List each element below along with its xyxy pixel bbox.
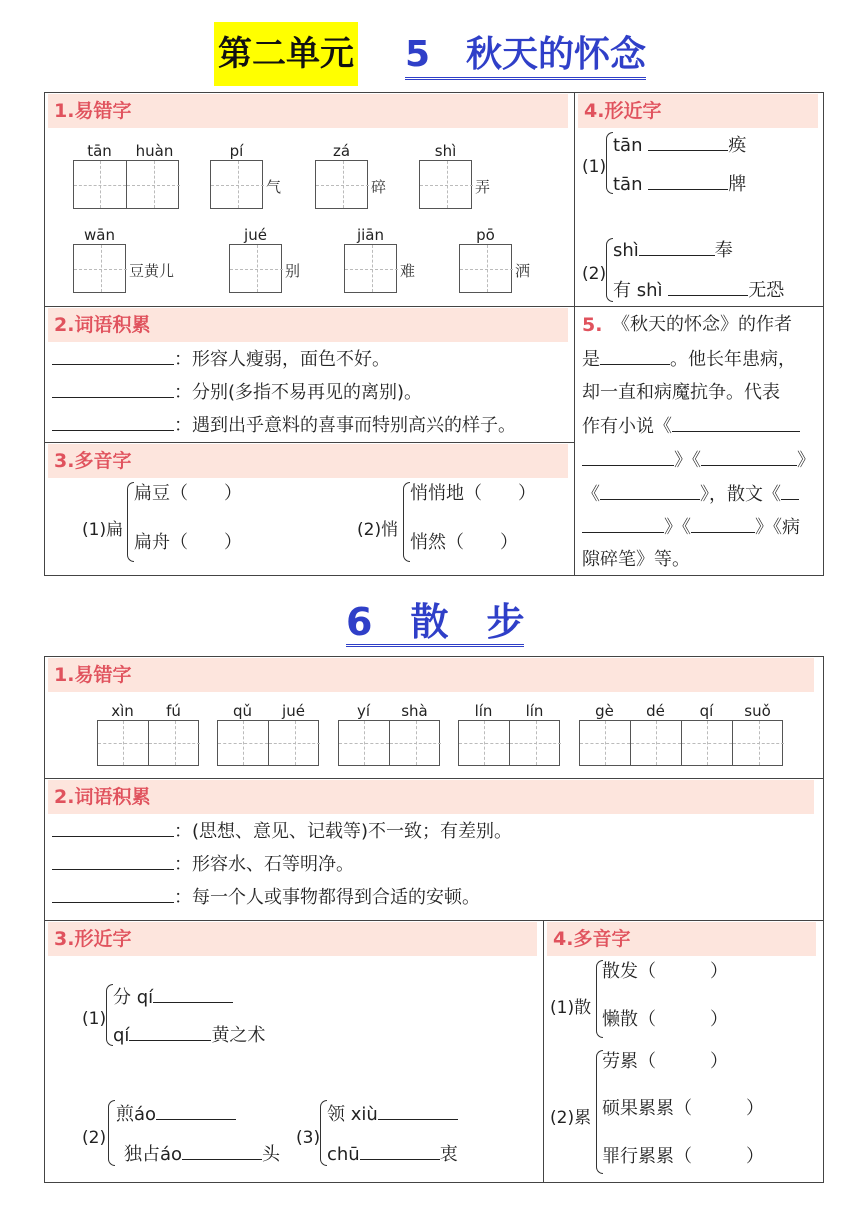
group-label: (2): [82, 1128, 107, 1148]
similar-char-item: 分 qí: [113, 985, 233, 1010]
tianzi-grid[interactable]: [315, 160, 368, 209]
group-label: (2): [582, 264, 607, 284]
tianzi-grid[interactable]: [459, 244, 512, 293]
pinyin: jiān: [356, 226, 385, 244]
pinyin: jué: [244, 226, 267, 244]
l6-s4-head: 4.多音字: [547, 922, 816, 956]
tianzi-grid[interactable]: [73, 160, 179, 209]
group-label: (1)散: [550, 998, 592, 1018]
similar-char-item: shì 奉: [613, 240, 733, 261]
pinyin: pō: [476, 226, 495, 244]
l5-s3-head: 3.多音字: [48, 444, 568, 478]
s5-num: 5.: [582, 314, 603, 336]
similar-char-item: 煎áo: [116, 1102, 236, 1127]
pinyin: zá: [332, 142, 351, 160]
vocab-item: ：形容人瘦弱，面色不好。: [52, 347, 390, 372]
tianzi-grid[interactable]: [338, 720, 440, 766]
polyphone-item: 悄悄地（ ）: [410, 483, 536, 504]
vocab-item: ：遇到出乎意料的喜事而特别高兴的样子。: [52, 413, 516, 438]
similar-char-item: 独占áo 头: [124, 1144, 281, 1165]
polyphone-item: 悄然（ ）: [410, 532, 518, 553]
similar-char-item: 领 xiù: [327, 1102, 458, 1127]
s5-line: 》《 》《病: [582, 515, 800, 540]
pinyin: yí: [356, 702, 371, 720]
tianzi-grid[interactable]: [458, 720, 560, 766]
vocab-item: ：分别(多指不易再见的离别)。: [52, 380, 422, 405]
char-suffix: 气: [266, 178, 282, 196]
s5-line: 隙碎笔》等。: [582, 549, 690, 570]
similar-char-item: tān 痪: [613, 135, 747, 156]
pinyin: qǔ: [232, 702, 253, 720]
l5-s2-head: 2.词语积累: [48, 308, 568, 342]
pinyin: qí: [699, 702, 714, 720]
tianzi-grid[interactable]: [419, 160, 472, 209]
pinyin: fú: [166, 702, 181, 720]
group-label: (1)扁: [82, 520, 124, 540]
group-label: (2)累: [550, 1108, 592, 1128]
pinyin: suǒ: [744, 702, 771, 720]
l6-s2-head: 2.词语积累: [48, 780, 814, 814]
char-suffix: 弄: [475, 178, 491, 196]
tianzi-grid[interactable]: [210, 160, 263, 209]
l6-s3-head: 3.形近字: [48, 922, 537, 956]
pinyin: wān: [84, 226, 115, 244]
s5-line: 》《 》: [582, 448, 815, 473]
pinyin: gè: [595, 702, 614, 720]
pinyin: jué: [282, 702, 305, 720]
lesson6-title: 6 散 步: [346, 597, 524, 647]
polyphone-item: 硕果累累（ ）: [602, 1098, 764, 1119]
tianzi-grid[interactable]: [579, 720, 783, 766]
char-suffix: 洒: [515, 262, 531, 280]
s5-line: 《 》，散文《: [582, 482, 799, 507]
char-suffix: 豆黄儿: [129, 262, 175, 280]
s5-line: 却一直和病魔抗争。代表: [582, 382, 780, 403]
polyphone-item: 散发（ ）: [602, 961, 728, 982]
group-label: (1): [82, 1009, 107, 1029]
group-label: (3): [296, 1128, 321, 1148]
pinyin: pí: [229, 142, 244, 160]
polyphone-item: 扁舟（ ）: [134, 532, 242, 553]
group-label: (1): [582, 157, 607, 177]
similar-char-item: tān 牌: [613, 174, 747, 195]
char-suffix: 难: [400, 262, 416, 280]
pinyin: tān: [87, 142, 112, 160]
tianzi-grid[interactable]: [217, 720, 319, 766]
pinyin: shà: [401, 702, 428, 720]
similar-char-item: 有 shì 无恐: [613, 280, 785, 301]
similar-char-item: qí 黄之术: [113, 1025, 266, 1046]
tianzi-grid[interactable]: [229, 244, 282, 293]
pinyin: shì: [434, 142, 457, 160]
vocab-item: ：(思想、意见、记载等)不一致；有差别。: [52, 819, 512, 844]
vocab-item: ：每一个人或事物都得到合适的安顿。: [52, 885, 480, 910]
char-suffix: 别: [285, 262, 301, 280]
char-suffix: 碎: [371, 178, 387, 196]
l5-s4-head: 4.形近字: [578, 94, 818, 128]
tianzi-grid[interactable]: [73, 244, 126, 293]
pinyin: lín: [525, 702, 544, 720]
unit-title: 第二单元: [214, 22, 358, 86]
pinyin: lín: [474, 702, 493, 720]
pinyin: dé: [646, 702, 665, 720]
s5-line: 是 。他长年患病，: [582, 349, 796, 370]
pinyin: xìn: [111, 702, 134, 720]
s5-line: 《秋天的怀念》的作者: [612, 314, 792, 335]
polyphone-item: 懒散（ ）: [602, 1009, 728, 1030]
pinyin: huàn: [135, 142, 174, 160]
polyphone-item: 罪行累累（ ）: [602, 1146, 764, 1167]
lesson5-title: 5 秋天的怀念: [405, 30, 646, 80]
group-label: (2)悄: [357, 520, 399, 540]
vocab-item: ：形容水、石等明净。: [52, 852, 354, 877]
l6-s1-head: 1.易错字: [48, 658, 814, 692]
similar-char-item: chū 衷: [327, 1144, 458, 1165]
polyphone-item: 扁豆（ ）: [134, 483, 242, 504]
polyphone-item: 劳累（ ）: [602, 1051, 728, 1072]
l5-s1-head: 1.易错字: [48, 94, 568, 128]
s5-line: 作有小说《: [582, 414, 800, 439]
tianzi-grid[interactable]: [344, 244, 397, 293]
tianzi-grid[interactable]: [97, 720, 199, 766]
